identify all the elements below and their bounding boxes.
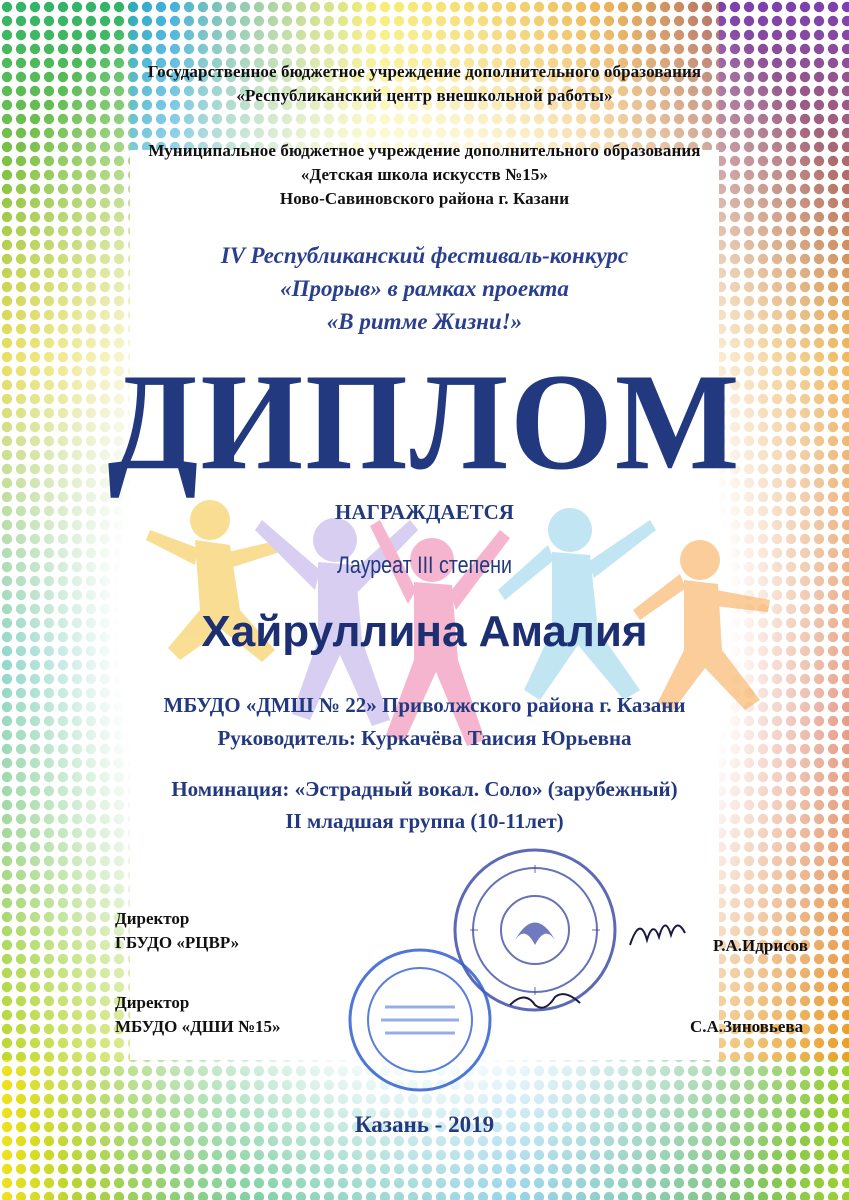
signature2-name: С.А.Зиновьева — [690, 1017, 804, 1036]
group-line: II младшая группа (10-11лет) — [285, 809, 564, 833]
degree-label: Лауреат III степени — [336, 552, 513, 579]
supervisor-line: Руководитель: Куркачёва Таисия Юрьевна — [217, 726, 632, 750]
signature2-org: МБУДО «ДШИ №15» — [115, 1017, 281, 1036]
school-line: МБУДО «ДМШ № 22» Приволжского района г. Казани — [163, 693, 686, 717]
festival-line1: IV Республиканский фестиваль-конкурс — [220, 243, 629, 268]
signature2-role: Директор — [115, 993, 190, 1012]
festival-line3: «В ритме Жизни!» — [326, 309, 523, 334]
org1-line2: «Республиканский центр внешкольной работы» — [236, 86, 613, 105]
org2-line1: Муниципальное бюджетное учреждение дополнительного образования — [148, 141, 701, 160]
dshi15-seal-stamp — [345, 945, 495, 1095]
nomination-line: Номинация: «Эстрадный вокал. Соло» (зарубежный) — [171, 777, 678, 801]
recipient-name: Хайруллина Амалия — [201, 607, 648, 656]
signature1-org: ГБУДО «РЦВР» — [115, 933, 240, 952]
diploma-title: ДИПЛОМ — [107, 344, 742, 499]
city-year: Казань - 2019 — [354, 1112, 495, 1137]
org1-line1: Государственное бюджетное учреждение дополнительного образования — [147, 62, 702, 81]
org2-line3: Ново-Савиновского района г. Казани — [279, 189, 570, 208]
awarded-label: НАГРАЖДАЕТСЯ — [335, 500, 514, 524]
signature1-name: Р.А.Идрисов — [713, 936, 808, 955]
festival-line2: «Прорыв» в рамках проекта — [280, 276, 569, 301]
signature-zinovyeva — [505, 985, 585, 1015]
signature-idrisov — [625, 905, 695, 955]
signature1-role: Директор — [115, 909, 190, 928]
org2-line2: «Детская школа искусств №15» — [300, 165, 549, 184]
